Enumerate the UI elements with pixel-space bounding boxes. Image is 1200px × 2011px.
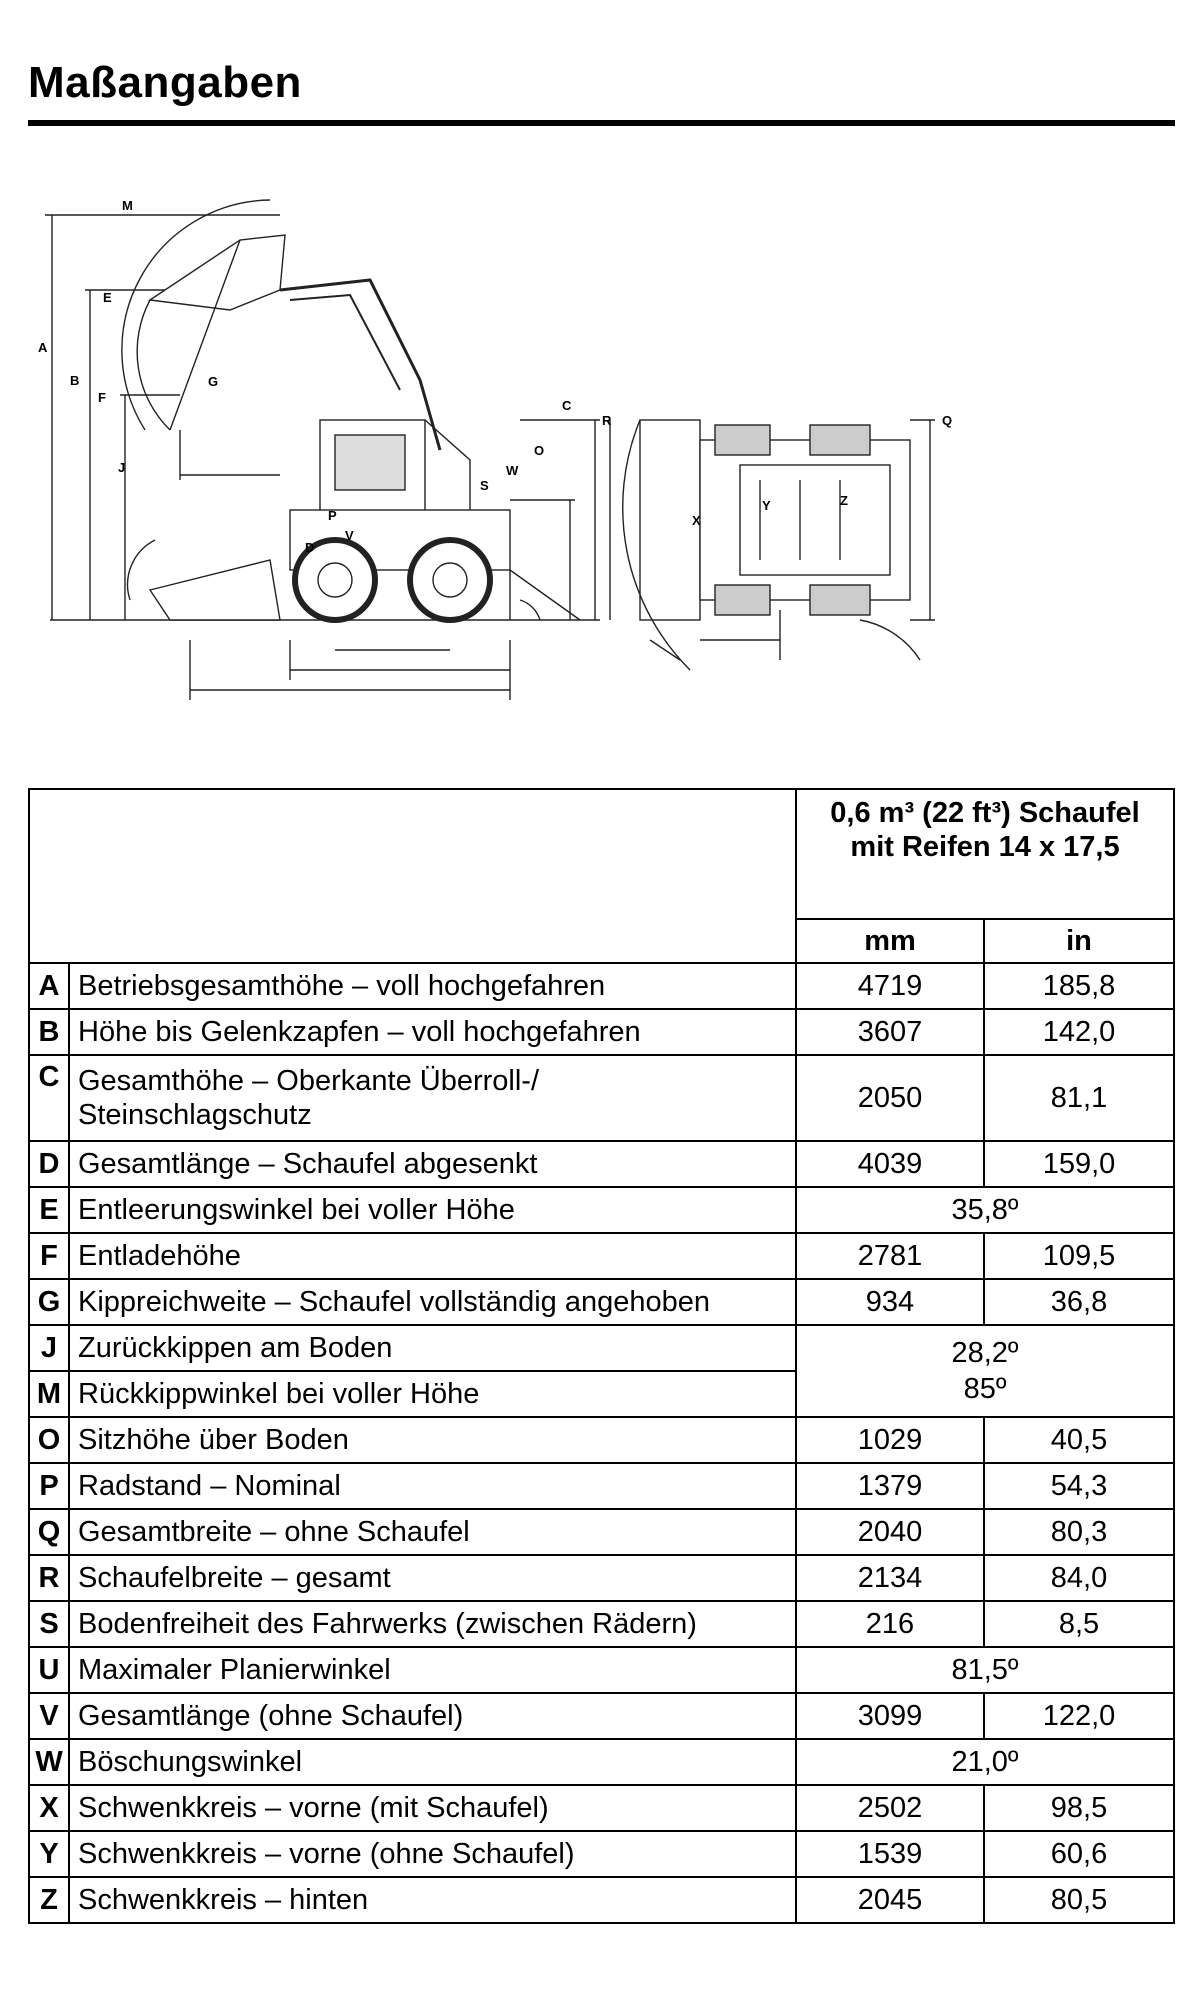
row-letter: U: [29, 1647, 69, 1693]
dim-letter-d: D: [305, 540, 315, 555]
dim-letter-e: E: [103, 290, 112, 305]
table-row: [29, 1831, 1174, 1877]
row-description: Schwenkkreis – vorne (ohne Schaufel): [69, 1831, 796, 1877]
dim-letter-f: F: [98, 390, 106, 405]
table-row: [29, 1647, 1174, 1693]
row-letter: Y: [29, 1831, 69, 1877]
row-in: 159,0: [984, 1141, 1174, 1187]
row-span-value: 81,5º: [796, 1647, 1174, 1693]
row-letter: B: [29, 1009, 69, 1055]
table-row: [29, 1417, 1174, 1463]
dimensions-table: [28, 788, 1175, 1924]
dim-letter-j: J: [118, 460, 126, 475]
row-in: 54,3: [984, 1463, 1174, 1509]
row-description: Rückkippwinkel bei voller Höhe: [69, 1371, 796, 1417]
row-span-value-pair: [796, 1325, 1174, 1417]
row-mm: 2134: [796, 1555, 984, 1601]
row-in: 80,3: [984, 1509, 1174, 1555]
table-row: [29, 1233, 1174, 1279]
row-letter: V: [29, 1693, 69, 1739]
dim-letter-b: B: [70, 373, 80, 388]
dim-letter-o: O: [534, 443, 545, 458]
row-letter: Z: [29, 1877, 69, 1923]
table-row: [29, 1555, 1174, 1601]
row-description: Zurückkippen am Boden: [69, 1325, 796, 1371]
row-description: Gesamtbreite – ohne Schaufel: [69, 1509, 796, 1555]
dim-letter-y: Y: [762, 498, 771, 513]
row-letter: S: [29, 1601, 69, 1647]
row-in: 84,0: [984, 1555, 1174, 1601]
row-mm: 934: [796, 1279, 984, 1325]
unit-in: in: [984, 919, 1174, 963]
dim-letter-g: G: [208, 374, 219, 389]
dim-letter-r: R: [602, 413, 612, 428]
row-description: Kippreichweite – Schaufel vollständig angehoben: [69, 1279, 796, 1325]
row-description: Betriebsgesamthöhe – voll hochgefahren: [69, 963, 796, 1009]
row-letter: E: [29, 1187, 69, 1233]
table-row: [29, 1055, 1174, 1141]
row-mm: 216: [796, 1601, 984, 1647]
row-mm: 3099: [796, 1693, 984, 1739]
row-letter: Q: [29, 1509, 69, 1555]
table-row: [29, 1785, 1174, 1831]
row-description: Entleerungswinkel bei voller Höhe: [69, 1187, 796, 1233]
row-mm: 2781: [796, 1233, 984, 1279]
row-span-value: 35,8º: [796, 1187, 1174, 1233]
row-in: 98,5: [984, 1785, 1174, 1831]
row-letter: P: [29, 1463, 69, 1509]
row-span-value: 28,2º: [951, 1337, 1019, 1369]
row-letter: X: [29, 1785, 69, 1831]
row-mm: 1029: [796, 1417, 984, 1463]
dim-letter-c: C: [562, 398, 572, 413]
row-in: 109,5: [984, 1233, 1174, 1279]
row-description: Böschungswinkel: [69, 1739, 796, 1785]
row-in: 81,1: [984, 1055, 1174, 1141]
table-row: [29, 1187, 1174, 1233]
row-description: Gesamthöhe – Oberkante Überroll-/ Steinschlagschutz: [69, 1055, 796, 1141]
row-description: Gesamtlänge (ohne Schaufel): [69, 1693, 796, 1739]
row-description: Höhe bis Gelenkzapfen – voll hochgefahren: [69, 1009, 796, 1055]
row-span-value: 21,0º: [796, 1739, 1174, 1785]
row-description: Radstand – Nominal: [69, 1463, 796, 1509]
header-blank-cell: [29, 789, 796, 963]
row-mm: 1539: [796, 1831, 984, 1877]
table-row: [29, 1325, 1174, 1371]
row-letter: A: [29, 963, 69, 1009]
table-row: [29, 1009, 1174, 1055]
row-span-value: 85º: [963, 1373, 1007, 1405]
row-letter: R: [29, 1555, 69, 1601]
row-mm: 3607: [796, 1009, 984, 1055]
page-title: Maßangaben: [28, 58, 302, 107]
table-row: [29, 1463, 1174, 1509]
row-mm: 1379: [796, 1463, 984, 1509]
row-description: Sitzhöhe über Boden: [69, 1417, 796, 1463]
row-description: Schaufelbreite – gesamt: [69, 1555, 796, 1601]
row-in: 36,8: [984, 1279, 1174, 1325]
row-letter: J: [29, 1325, 69, 1371]
row-description: Schwenkkreis – hinten: [69, 1877, 796, 1923]
row-mm: 2502: [796, 1785, 984, 1831]
row-letter: D: [29, 1141, 69, 1187]
row-description: Entladehöhe: [69, 1233, 796, 1279]
row-in: 40,5: [984, 1417, 1174, 1463]
row-mm: 4719: [796, 963, 984, 1009]
row-in: 80,5: [984, 1877, 1174, 1923]
row-mm: 4039: [796, 1141, 984, 1187]
dimension-drawing-svg: [40, 180, 1170, 720]
row-letter: W: [29, 1739, 69, 1785]
dim-letter-a: A: [38, 340, 48, 355]
row-in: 8,5: [984, 1601, 1174, 1647]
table-row: [29, 1877, 1174, 1923]
bucket-header: [796, 789, 1174, 919]
table-row: [29, 1279, 1174, 1325]
row-mm: 2050: [796, 1055, 984, 1141]
dim-letter-v: V: [345, 528, 354, 543]
bucket-header-line1: 0,6 m³ (22 ft³) Schaufel: [830, 797, 1140, 829]
bucket-header-line2: mit Reifen 14 x 17,5: [850, 831, 1120, 863]
table-row: [29, 963, 1174, 1009]
row-letter: O: [29, 1417, 69, 1463]
row-in: 185,8: [984, 963, 1174, 1009]
dim-letter-p: P: [328, 508, 337, 523]
row-description: Gesamtlänge – Schaufel abgesenkt: [69, 1141, 796, 1187]
row-description: Schwenkkreis – vorne (mit Schaufel): [69, 1785, 796, 1831]
dimension-drawing: [40, 180, 1170, 720]
dim-letter-z: Z: [840, 493, 848, 508]
row-description: Maximaler Planierwinkel: [69, 1647, 796, 1693]
dim-letter-q: Q: [942, 413, 953, 428]
row-letter: F: [29, 1233, 69, 1279]
row-description: Bodenfreiheit des Fahrwerks (zwischen Rädern): [69, 1601, 796, 1647]
row-letter: M: [29, 1371, 69, 1417]
row-letter: G: [29, 1279, 69, 1325]
row-mm: 2045: [796, 1877, 984, 1923]
table-row: [29, 1693, 1174, 1739]
row-mm: 2040: [796, 1509, 984, 1555]
table-row: [29, 1739, 1174, 1785]
title-rule: [28, 120, 1175, 126]
dim-letter-x: X: [692, 513, 701, 528]
row-letter: C: [29, 1055, 69, 1141]
table-row: [29, 1509, 1174, 1555]
table-header-row: [29, 789, 1174, 919]
unit-mm: mm: [796, 919, 984, 963]
dim-letter-s: S: [480, 478, 489, 493]
table-row: [29, 1601, 1174, 1647]
row-in: 142,0: [984, 1009, 1174, 1055]
table-row: [29, 1141, 1174, 1187]
row-in: 60,6: [984, 1831, 1174, 1877]
dim-letter-w: W: [506, 463, 519, 478]
row-in: 122,0: [984, 1693, 1174, 1739]
dim-letter-m: M: [122, 198, 133, 213]
